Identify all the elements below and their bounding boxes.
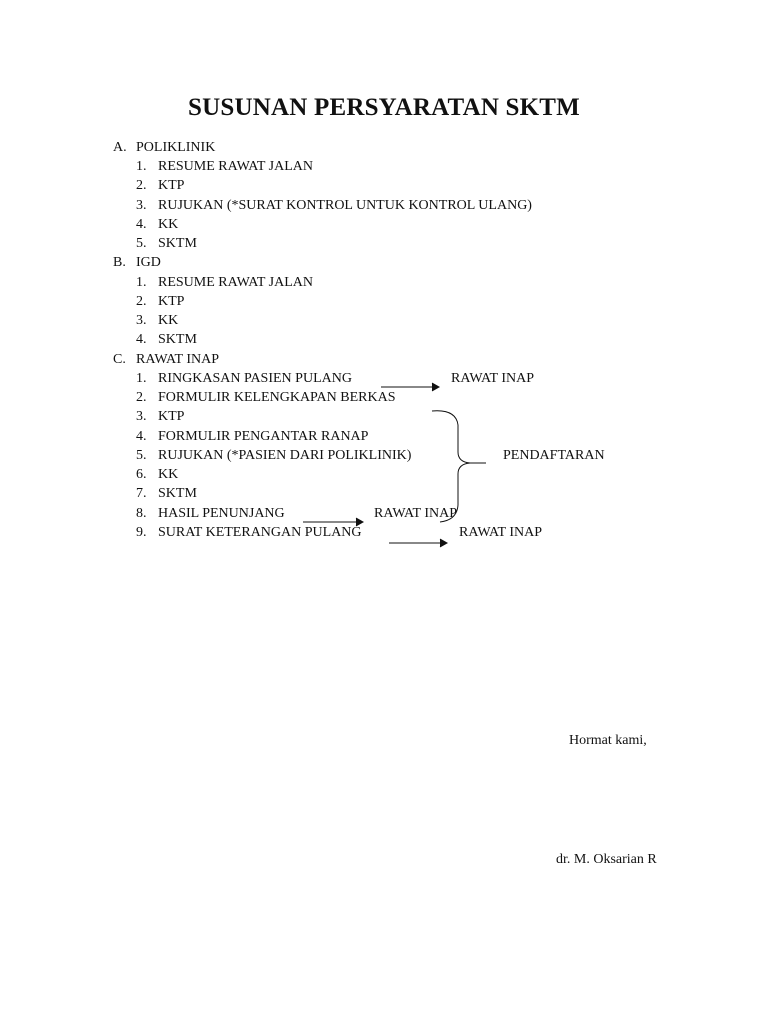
list-item-number: 2. — [136, 178, 147, 193]
list-item-number: 8. — [136, 506, 147, 521]
list-item-number: 2. — [136, 294, 147, 309]
list-item-text: RESUME RAWAT JALAN — [158, 275, 313, 290]
closing-text: Hormat kami, — [569, 733, 647, 748]
section-b-marker: B. — [113, 255, 126, 270]
list-item-text: RUJUKAN (*PASIEN DARI POLIKLINIK) — [158, 448, 412, 463]
list-item-text: SURAT KETERANGAN PULANG — [158, 525, 362, 540]
section-a-marker: A. — [113, 140, 127, 155]
list-item-number: 4. — [136, 217, 147, 232]
list-item-number: 3. — [136, 409, 147, 424]
arrowhead-icon — [440, 539, 447, 547]
list-item-text: SKTM — [158, 236, 197, 251]
section-a-heading: POLIKLINIK — [136, 140, 216, 155]
list-item-text: HASIL PENUNJANG — [158, 506, 285, 521]
list-item-number: 1. — [136, 275, 147, 290]
list-item-text: KTP — [158, 409, 185, 424]
destination-label-pendaftaran: PENDAFTARAN — [503, 448, 605, 463]
list-item-text: KK — [158, 217, 179, 232]
section-c-marker: C. — [113, 352, 126, 367]
list-item-text: KK — [158, 313, 179, 328]
brace-icon — [432, 411, 470, 522]
list-item-number: 1. — [136, 159, 147, 174]
list-item-number: 5. — [136, 448, 147, 463]
list-item-number: 3. — [136, 313, 147, 328]
destination-label-rawat-inap: RAWAT INAP — [451, 371, 535, 386]
list-item-number: 6. — [136, 467, 147, 482]
list-item-text: RINGKASAN PASIEN PULANG — [158, 371, 352, 386]
list-item-number: 3. — [136, 198, 147, 213]
document-title: SUSUNAN PERSYARATAN SKTM — [188, 94, 580, 121]
signature-name: dr. M. Oksarian R — [556, 852, 657, 867]
list-item-number: 9. — [136, 525, 147, 540]
arrowhead-icon — [356, 518, 363, 526]
list-item-number: 2. — [136, 390, 147, 405]
list-item-text: FORMULIR PENGANTAR RANAP — [158, 429, 369, 444]
destination-label-rawat-inap: RAWAT INAP — [459, 525, 543, 540]
list-item-text: KTP — [158, 178, 185, 193]
list-item-number: 7. — [136, 486, 147, 501]
list-item-text: KTP — [158, 294, 185, 309]
list-item-text: KK — [158, 467, 179, 482]
list-item-text: RESUME RAWAT JALAN — [158, 159, 313, 174]
list-item-text: RUJUKAN (*SURAT KONTROL UNTUK KONTROL ULANG) — [158, 198, 532, 213]
arrowhead-icon — [432, 383, 439, 391]
destination-label-rawat-inap: RAWAT INAP — [374, 506, 458, 521]
list-item-text: SKTM — [158, 332, 197, 347]
list-item-number: 5. — [136, 236, 147, 251]
list-item-text: SKTM — [158, 486, 197, 501]
section-b-heading: IGD — [136, 255, 161, 270]
list-item-text: FORMULIR KELENGKAPAN BERKAS — [158, 390, 396, 405]
section-c-heading: RAWAT INAP — [136, 352, 220, 367]
list-item-number: 4. — [136, 332, 147, 347]
list-item-number: 4. — [136, 429, 147, 444]
list-item-number: 1. — [136, 371, 147, 386]
